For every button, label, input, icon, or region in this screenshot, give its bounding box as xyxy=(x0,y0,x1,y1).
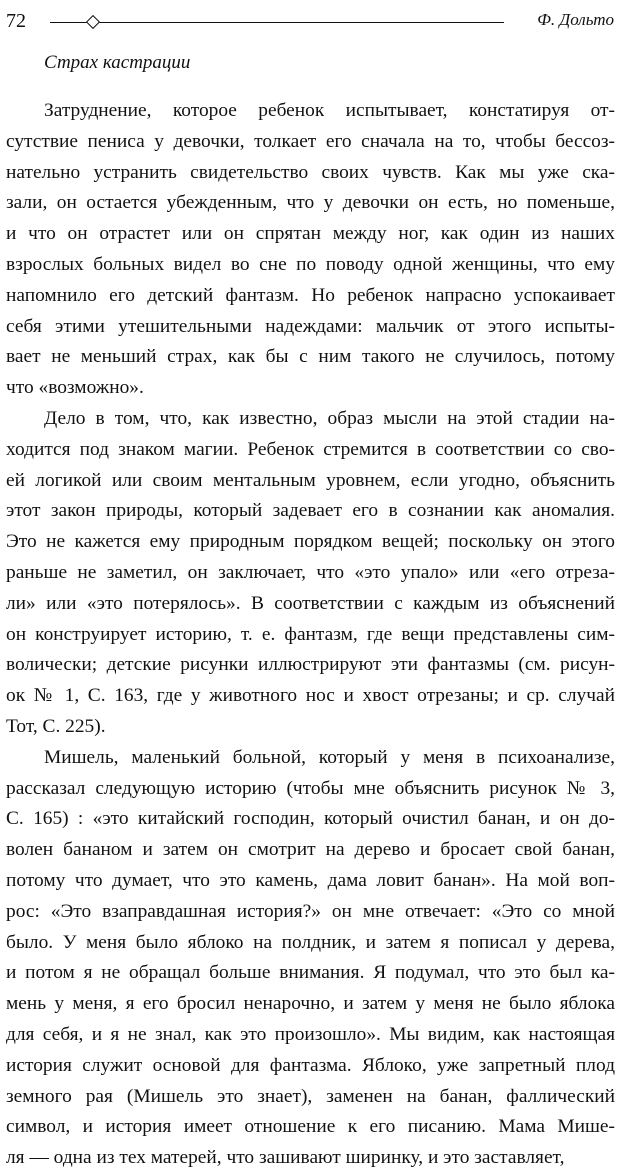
text-line: взрослых больных видел во сне по поводу одной женщины, что ему xyxy=(6,253,615,275)
text-line: потому что думает, что это камень, дама ловит банан». На мой воп- xyxy=(6,869,615,891)
text-line: вает не меньший страх, как бы с ним такого не случилось, потому xyxy=(6,346,615,368)
text-line: этот закон природы, который задевает его в сознании как аномалия. xyxy=(6,500,615,522)
text-line: и потом я не обращал больше внимания. Я подумал, что это был ка- xyxy=(6,962,615,984)
text-line: волен бананом и затем он смотрит на дерево и бросает свой банан, xyxy=(6,839,615,861)
page-number: 72 xyxy=(6,10,26,32)
text-line: себя этими утешительными надеждами: мальчик от этого испыты- xyxy=(6,315,615,337)
diamond-ornament-icon xyxy=(86,15,100,29)
text-line: что «возможно». xyxy=(6,377,144,399)
text-line: волически; детские рисунки иллюстрируют эти фантазмы (см. рисун- xyxy=(6,654,615,676)
text-line: напомнило его детский фантазм. Но ребенок напрасно успокаивает xyxy=(6,284,615,306)
text-line: ходится под знаком магии. Ребенок стремится в соответствии со сво- xyxy=(6,438,615,460)
text-line: С. 165) : «это китайский господин, который очистил банан, и он до- xyxy=(6,808,615,830)
text-line: сутствие пениса у девочки, толкает его сначала на то, чтобы бессоз- xyxy=(6,130,615,152)
text-line: нательно устранить свидетельство своих чувств. Как мы уже ска- xyxy=(6,161,615,183)
text-line: Мишель, маленький больной, который у меня в психоанализе, xyxy=(44,746,615,768)
text-line: было. У меня было яблоко на полдник, и затем я пописал у дерева, xyxy=(6,931,615,953)
text-line: Это не кажется ему природным порядком вещей; поскольку он этого xyxy=(6,531,615,553)
section-title: Страх кастрации xyxy=(44,52,191,73)
body-text xyxy=(6,96,615,1174)
text-line: ей логикой или своим ментальным уровнем, если угодно, объяснить xyxy=(6,469,615,491)
text-line: зали, он остается убежденным, что у девочки он есть, но поменьше, xyxy=(6,192,615,214)
header-rule xyxy=(50,22,504,23)
text-line: ли» или «это потерялось». В соответствии с каждым из объяснений xyxy=(6,592,615,614)
text-line: он конструирует историю, т. е. фантазм, где вещи представлены сим- xyxy=(6,623,615,645)
running-head: Ф. Дольто xyxy=(537,10,614,29)
paragraph xyxy=(6,404,615,743)
paragraph xyxy=(6,743,615,1174)
text-line: история служит основой для фантазма. Яблоко, уже запретный плод xyxy=(6,1054,615,1076)
text-line: земного рая (Мишель это знает), заменен на банан, фаллический xyxy=(6,1085,615,1107)
text-line: раньше не заметил, он заключает, что «это упало» или «его отреза- xyxy=(6,561,615,583)
text-line: Дело в том, что, как известно, образ мысли на этой стадии на- xyxy=(44,407,615,429)
text-line: мень у меня, я его бросил ненарочно, и затем у меня не было яблока xyxy=(6,993,615,1015)
paragraph xyxy=(6,96,615,404)
text-line: рос: «Это взаправдашная история?» он мне отвечает: «Это со мной xyxy=(6,900,615,922)
text-line: Затруднение, которое ребенок испытывает, констатируя от- xyxy=(44,100,615,121)
text-line: для себя, и я не знал, как это произошло». Мы видим, как настоящая xyxy=(6,1023,615,1045)
text-line: символ, и история имеет отношение к его писанию. Мама Мише- xyxy=(6,1116,615,1138)
text-line: и что он отрастет или он спрятан между ног, как один из наших xyxy=(6,223,615,245)
text-line: ля — одна из тех матерей, что зашивают ширинку, и это заставляет, xyxy=(6,1147,565,1169)
page-header xyxy=(0,0,620,40)
text-line: рассказал следующую историю (чтобы мне объяснить рисунок № 3, xyxy=(6,777,615,799)
text-line: ок № 1, С. 163, где у животного нос и хвост отрезаны; и ср. случай xyxy=(6,685,615,707)
text-line: Тот, С. 225). xyxy=(6,715,106,737)
